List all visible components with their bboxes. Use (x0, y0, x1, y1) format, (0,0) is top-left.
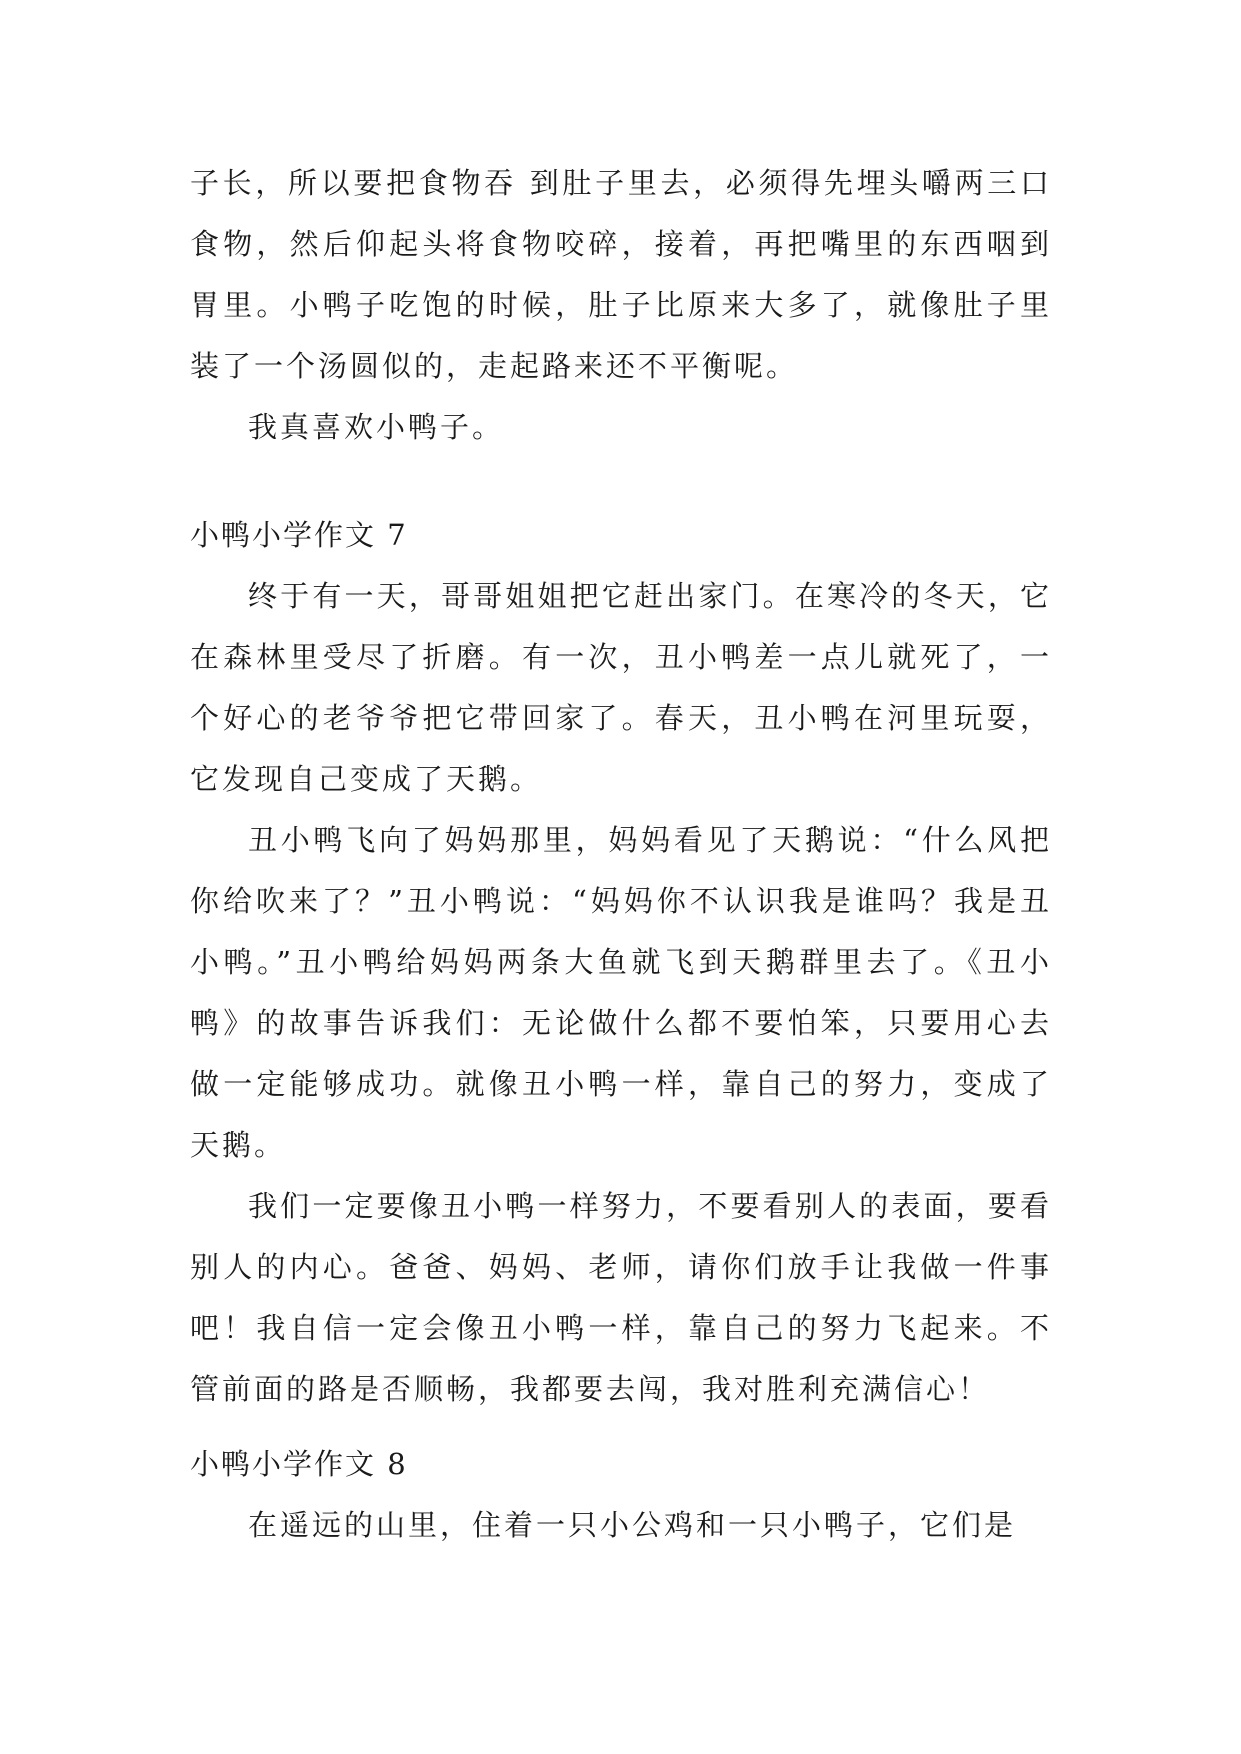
paragraph-continued: 子长，所以要把食物吞 到肚子里去，必须得先埋头嚼两三口食物，然后仰起头将食物咬碎，接着，再把嘴里的东西咽到胃里。小鸭子吃饱的时候，肚子比原来大多了，就像肚子里装了一个汤圆似的，走起路来还不平衡呢。 (190, 166, 1052, 383)
section-essay-8 (190, 1434, 1052, 1556)
section-continued-essay (190, 153, 1052, 458)
essay-7-paragraph-1: 终于有一天，哥哥姐姐把它赶出家门。在寒冷的冬天，它在森林里受尽了折磨。有一次，丑小鸭差一点儿就死了，一个好心的老爷爷把它带回家了。春天，丑小鸭在河里玩耍，它发现自己变成了天鹅。 (190, 579, 1052, 796)
paragraph-closing: 我真喜欢小鸭子。 (248, 410, 505, 444)
essay-7-paragraph-3: 我们一定要像丑小鸭一样努力，不要看别人的表面，要看别人的内心。爸爸、妈妈、老师，请你们放手让我做一件事吧！我自信一定会像丑小鸭一样，靠自己的努力飞起来。不管前面的路是否顺畅，我都要去闯，我对胜利充满信心！ (190, 1189, 1052, 1406)
essay-8-paragraph-1: 在遥远的山里，住着一只小公鸡和一只小鸭子，它们是 (248, 1508, 1017, 1542)
essay-7-paragraph-2: 丑小鸭飞向了妈妈那里，妈妈看见了天鹅说：“什么风把你给吹来了？”丑小鸭说：“妈妈你不认识我是谁吗？我是丑小鸭。”丑小鸭给妈妈两条大鱼就飞到天鹅群里去了。《丑小鸭》的故事告诉我们：无论做什么都不要怕笨，只要用心去做一定能够成功。就像丑小鸭一样，靠自己的努力，变成了天鹅。 (190, 823, 1052, 1162)
essay-7-heading: 小鸭小学作文 7 (190, 518, 408, 552)
essay-8-heading: 小鸭小学作文 8 (190, 1447, 408, 1481)
section-essay-7 (190, 505, 1052, 1420)
